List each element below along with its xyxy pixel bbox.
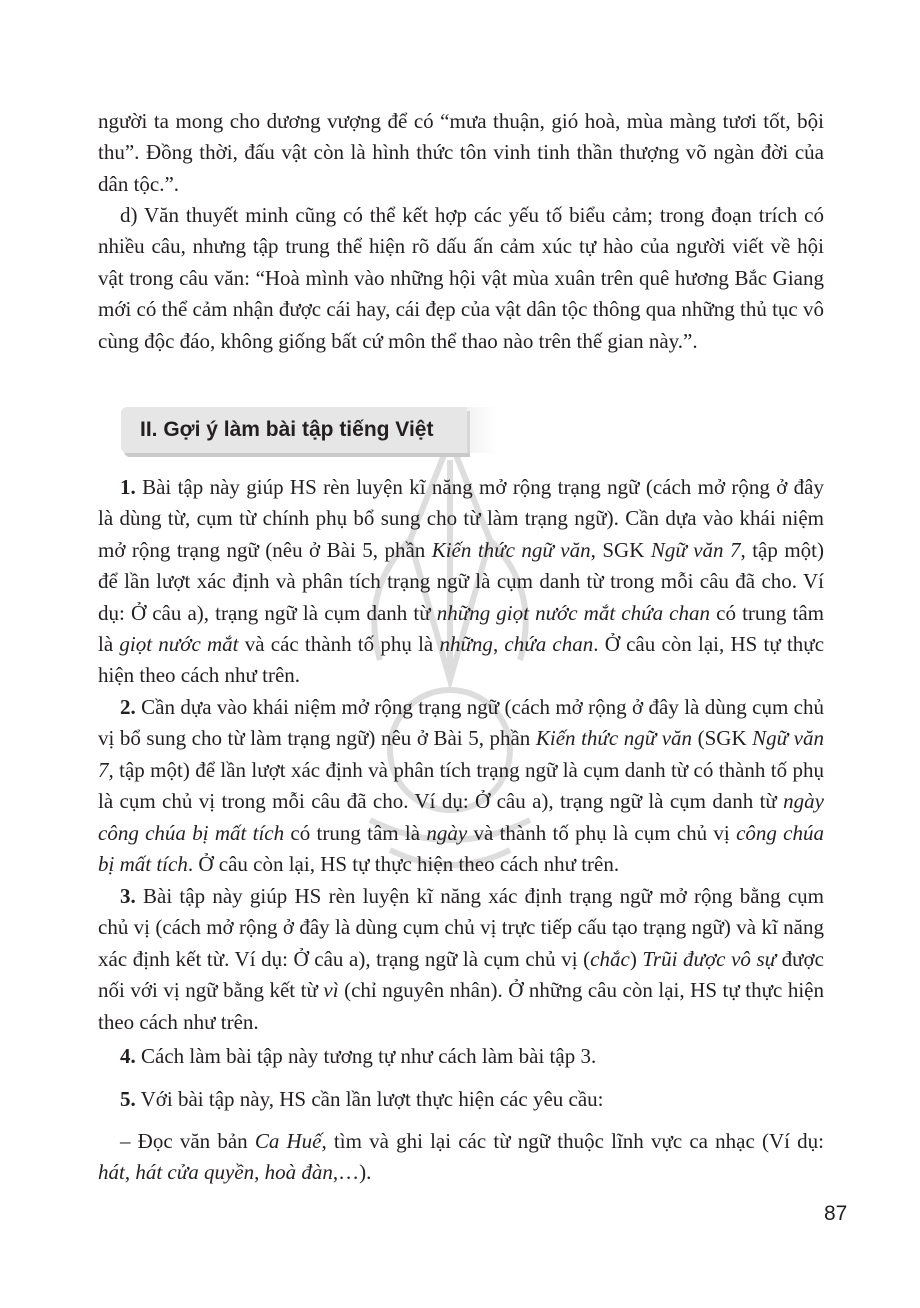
text-run: , SGK	[590, 537, 651, 562]
paragraph-continuation	[98, 106, 824, 200]
italic-run: chứa chan	[504, 632, 594, 657]
exercise-5	[98, 1084, 824, 1115]
text-run: Với bài tập này, HS cần lần lượt thực hiện các yêu cầu:	[135, 1087, 604, 1111]
exercise-number: 3.	[120, 884, 136, 908]
page-number: 87	[824, 1202, 848, 1225]
italic-run: giọt nước mắt	[119, 632, 239, 657]
section-heading: II. Gợi ý làm bài tập tiếng Việt	[140, 418, 434, 441]
italic-run: Kiến thức ngữ văn	[431, 537, 591, 562]
exercise-number: 2.	[120, 695, 136, 719]
italic-run: Kiến thức ngữ văn	[535, 726, 693, 751]
italic-run: hát	[98, 1160, 125, 1185]
text-run: , tìm và ghi lại các từ ngữ thuộc lĩnh vực ca nhạc (Ví dụ:	[321, 1129, 824, 1153]
italic-run: chắc	[590, 946, 630, 971]
paragraph-d	[98, 200, 824, 357]
paragraph-text: d) Văn thuyết minh cũng có thể kết hợp các yếu tố biểu cảm; trong đoạn trích có nhiều câu, nhưng tập trung thể hiện rõ dấu ấn cảm xúc tự hào của người viết về hội vật trong câu văn: “Hoà mình vào những hội vật mùa xuân trên quê hương Bắc Giang mới có thể cảm nhận được cái hay, cái đẹp của vật dân tộc thông qua những thủ tục vô cùng độc đáo, không giống bất cứ môn thể thao nào trên thế gian này.”.	[98, 203, 824, 353]
italic-run: ngày công chúa bị mất tích	[98, 789, 824, 845]
text-run: Bài tập này giúp HS rèn luyện kĩ năng xác định trạng ngữ mở rộng bằng cụm chủ vị (cách mở rộng ở đây là dùng cụm chủ vị trực tiếp cấu tạo trạng ngữ) và kĩ năng xác định kết từ. Ví dụ: Ở câu a), trạng ngữ là cụm chủ vị (	[98, 884, 824, 971]
text-run: Cách làm bài tập này tương tự như cách làm bài tập 3.	[135, 1044, 597, 1068]
text-run: , tập một) để lần lượt xác định và phân tích trạng ngữ là cụm danh từ có thành tố phụ là cụm chủ vị trong mỗi câu đã cho. Ví dụ: Ở câu a), trạng ngữ là cụm danh từ	[98, 757, 824, 814]
exercise-3	[98, 881, 824, 1038]
text-run: và thành tố phụ là cụm chủ vị	[467, 820, 737, 845]
italic-run: những giọt nước mắt chứa chan	[436, 600, 711, 625]
italic-run: Ngữ văn 7	[650, 537, 741, 562]
italic-run: Trũi được vô sự	[642, 946, 777, 971]
text-run: , tập một) để lần lượt xác định và phân tích trạng ngữ là cụm danh từ trong mỗi câu đã cho. Ví dụ: Ở câu a), trạng ngữ là cụm danh từ	[98, 537, 824, 625]
text-run: Cần dựa vào khái niệm mở rộng trạng ngữ (cách mở rộng ở đây là dùng cụm chủ vị bổ sung cho từ làm trạng ngữ) nêu ở Bài 5, phần	[98, 695, 824, 751]
text-run: ,…).	[332, 1160, 372, 1185]
text-run: được nối với vị ngữ bằng kết từ	[98, 946, 824, 1003]
exercise-number: 1.	[120, 475, 136, 499]
text-run: và các thành tố phụ là	[238, 632, 440, 657]
exercise-number: 5.	[120, 1087, 136, 1111]
exercise-4	[98, 1041, 824, 1072]
text-run: ,	[254, 1160, 265, 1185]
text-run: có trung tâm là	[284, 820, 427, 845]
text-run: (chỉ nguyên nhân). Ở những câu còn lại, HS tự thực hiện theo cách như trên.	[98, 978, 824, 1034]
exercise-1	[98, 472, 824, 692]
italic-run: hát cửa quyền	[135, 1160, 255, 1185]
text-run: )	[629, 946, 643, 971]
italic-run: ngày	[426, 820, 468, 845]
italic-run: công chúa bị mất tích	[98, 820, 824, 877]
text-run: có trung tâm là	[98, 600, 824, 657]
italic-run: vì	[323, 978, 339, 1003]
exercise-number: 4.	[120, 1044, 136, 1068]
italic-run: hoà đàn	[264, 1160, 333, 1185]
italic-run: Ca Huế	[254, 1129, 322, 1153]
text-run: ,	[124, 1160, 136, 1185]
text-run: ,	[492, 632, 505, 657]
text-run: . Ở câu còn lại, HS tự thực hiện theo cách như trên.	[98, 632, 825, 688]
paragraph-text: người ta mong cho dương vượng để có “mưa thuận, gió hoà, mùa màng tươi tốt, bội thu”. Đồng thời, đấu vật còn là hình thức tôn vinh tinh thần thượng võ ngàn đời của dân tộc.”.	[98, 109, 824, 196]
exercise-2	[98, 692, 824, 880]
text-run: . Ở câu còn lại, HS tự thực hiện theo cách như trên.	[187, 852, 620, 877]
text-run: – Đọc văn bản	[120, 1129, 255, 1153]
text-run: (SGK	[692, 726, 753, 751]
text-run: Bài tập này giúp HS rèn luyện kĩ năng mở rộng trạng ngữ (cách mở rộng ở đây là dùng từ, cụm từ chính phụ bổ sung cho từ làm trạng ngữ). Cần dựa vào khái niệm mở rộng trạng ngữ (nêu ở Bài 5, phần	[98, 475, 824, 562]
italic-run: Ngữ văn 7	[98, 726, 825, 782]
exercise-5-item	[98, 1126, 824, 1189]
italic-run: những	[439, 632, 493, 657]
